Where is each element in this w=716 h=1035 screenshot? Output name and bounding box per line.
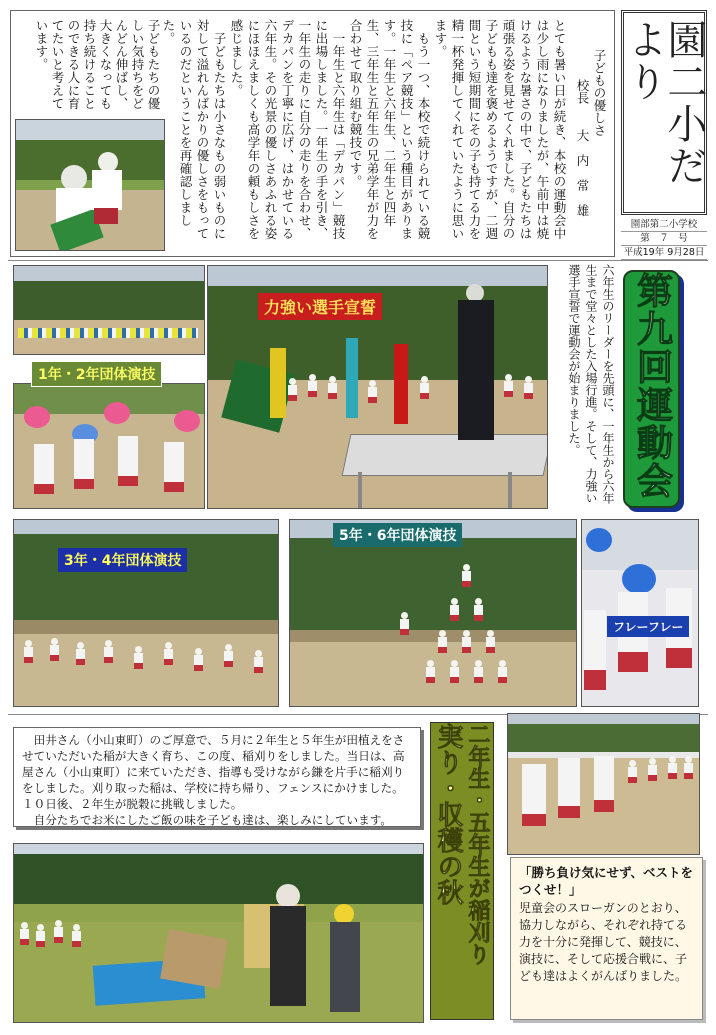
section-divider <box>8 260 708 261</box>
photo-grade56 <box>289 519 577 707</box>
article-heading-block <box>574 19 608 251</box>
article-paragraph: 子どもたちの優しい気持ちをどんどん伸ばし、大きくなっても持ち続けることのできる人に育てたいと考えています。 <box>34 19 161 110</box>
masthead-title: 園二小だより <box>621 19 707 187</box>
masthead-info <box>621 218 707 260</box>
photo-pair-race <box>15 119 165 251</box>
harvest-title <box>430 722 494 1020</box>
harvest-article <box>13 727 421 827</box>
school-name: 園部第二小学校 <box>621 218 707 232</box>
harvest-title-sub: 二年生・五年生が稲刈り <box>465 723 490 965</box>
caption-grade56: 5年・6年団体演技 <box>333 523 462 547</box>
photo-grade12-dance <box>13 383 205 509</box>
photo-rice-harvest <box>13 843 424 1023</box>
slogan-box <box>510 857 703 1020</box>
article-paragraph: 子どもたちは小さなもの弱いものに対して溢れんばかりの優しさをもっているのだということを再確認しました。 <box>161 19 227 240</box>
article-paragraph: 一年生と六年生は「デカパン」競技に出場しました。一年生の手を引き、一年生の走りに自分の走りを合わせ、デカパンを丁寧に広げ、はかせている六年生。その光景の優しさあふれる姿にほほえましくも高学年の頼もしさを感じました。 <box>229 19 346 240</box>
harvest-paragraph: 自分たちでお米にしたご飯の味を子ども達は、楽しみにしています。 <box>33 813 392 827</box>
article-paragraph: とても暑い日が続き、本校の運動会中は少し雨になりましたが、午前中は焼けるような暑さの中で、子どもたちは頑張る姿を見せてくれました。自分の子どもも達を褒めるようですが、二週間という短期間にその子も持てる力を精一杯発揮してくれていたように思います。 <box>433 19 567 240</box>
slogan-body: 児童会のスローガンのとおり、協力しながら、それぞれ持てる力を十分に発揮して、競技に、演技に、そして応援合戦に、子ども達はよくがんばりました。 <box>519 901 688 983</box>
masthead <box>621 10 707 215</box>
article-paragraph: もう一つ、本校で続けられている競技に「ペア競技」という種目があります。一年生と六年生、二年生と四年生、三年生と五年生の兄弟学年が力を合わせて取り組む競技です。 <box>348 19 431 240</box>
photo-grade12-field <box>13 265 205 355</box>
article-closing <box>15 19 161 117</box>
sports-day-banner-text: 第九回運動会 <box>631 272 673 500</box>
sports-day-banner <box>623 270 680 508</box>
slogan-heading: 「勝ち負け気にせず、ベストをつくせ！」 <box>519 865 694 897</box>
article-author: 校長 大 内 常 雄 <box>575 79 590 217</box>
harvest-title-main: 実り・収穫の秋 <box>433 723 463 905</box>
caption-grade12: 1年・2年団体演技 <box>31 361 162 387</box>
caption-athlete-oath: 力強い選手宣誓 <box>258 293 382 320</box>
article-body <box>160 19 568 251</box>
issue-number: 第 ７ 号 <box>621 232 707 246</box>
photo-cheering <box>581 519 699 707</box>
principal-article <box>10 10 615 257</box>
caption-cheering: フレーフレー <box>607 616 689 637</box>
sports-day-intro: 六年生のリーダーを先頭に、一年生から六年生まで堂々とした入場行進。そして、力強い選手宣誓で運動会が始まりました。 <box>567 264 615 504</box>
caption-grade34: 3年・4年団体演技 <box>58 548 187 572</box>
issue-date: 平成19年 9月28日 <box>621 246 707 260</box>
article-heading: 子どもの優しさ <box>592 49 607 137</box>
photo-relay-race <box>507 713 700 855</box>
harvest-paragraph: 田井さん（小山東町）のご厚意で、５月に２年生と５年生が田植えをさせていただいた稲が大きく育ち、この度、稲刈りをしました。当日は、高屋さん（小山東町）に来ていただき、指導も受けながら鎌を片手に稲刈りをしました。刈り取った稲は、学校に持ち帰り、フェンスにかけました。１０日後、２年生が脱穀に挑戦しました。 <box>22 733 405 811</box>
